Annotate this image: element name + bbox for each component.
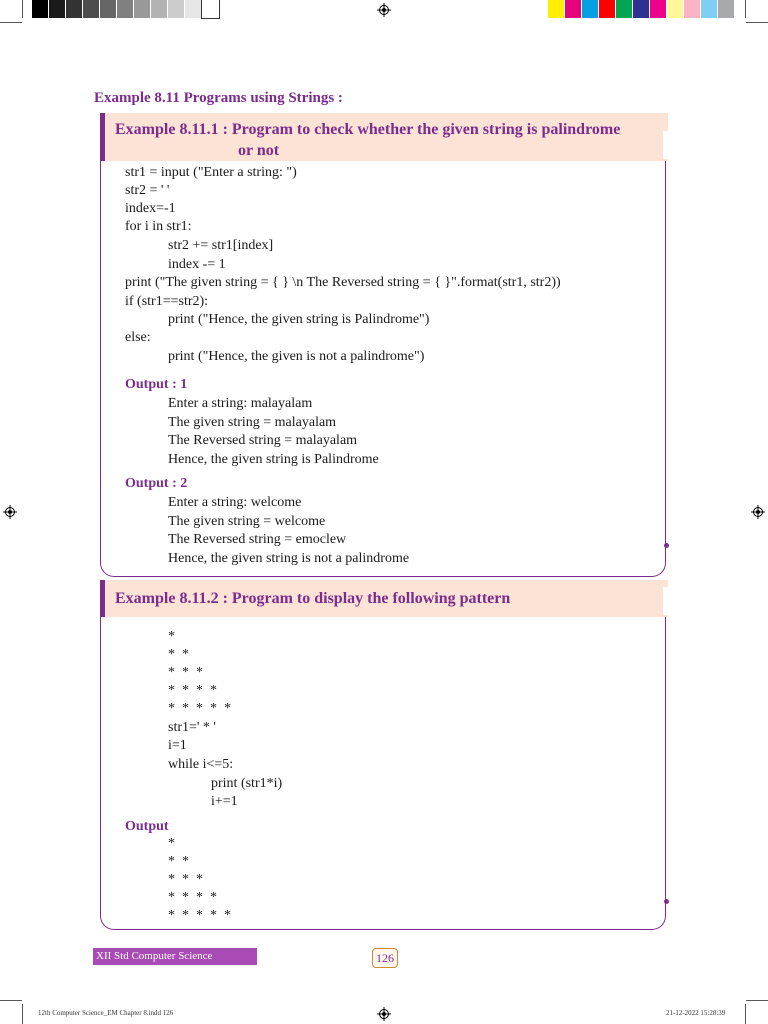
- section-heading: Example 8.11 Programs using Strings :: [94, 90, 343, 106]
- output-line: * * * * *: [168, 908, 231, 923]
- color-swatch: [718, 0, 735, 18]
- example-title-box: [100, 580, 668, 617]
- color-swatch: [202, 0, 219, 18]
- code-line: while i<=5:: [168, 757, 234, 772]
- crop-mark: [746, 22, 768, 23]
- pattern-line: * * *: [168, 665, 203, 680]
- color-swatch: [66, 0, 83, 18]
- output-line: * * * *: [168, 890, 217, 905]
- registration-mark-icon: [377, 3, 391, 17]
- code-line: str1 = input ("Enter a string: "): [125, 165, 297, 180]
- pattern-line: *: [168, 629, 175, 644]
- code-line: print ("The given string = { } \n The Reversed string = { }".format(str1, str2)): [125, 275, 561, 290]
- crop-mark: [745, 1004, 746, 1024]
- slug-file-info: 12th Computer Science_EM Chapter 8.indd 126: [38, 1009, 174, 1017]
- crop-mark: [22, 1004, 23, 1024]
- color-swatch: [633, 0, 650, 18]
- color-swatch: [701, 0, 718, 18]
- crop-mark: [0, 1000, 22, 1001]
- color-swatch: [684, 0, 701, 18]
- output-line: * * *: [168, 872, 203, 887]
- output-line: The Reversed string = emoclew: [168, 532, 347, 547]
- code-line: index=-1: [125, 201, 176, 216]
- color-swatch: [83, 0, 100, 18]
- registration-mark-icon: [751, 505, 765, 519]
- color-swatch: [100, 0, 117, 18]
- pattern-line: * *: [168, 647, 189, 662]
- output-label: Output: [125, 819, 169, 834]
- code-line: str2 += str1[index]: [168, 238, 274, 253]
- crop-mark: [746, 1000, 768, 1001]
- crop-mark: [22, 0, 23, 18]
- color-swatch: [599, 0, 616, 18]
- registration-mark-icon: [3, 505, 17, 519]
- color-swatch: [134, 0, 151, 18]
- code-line: else:: [125, 330, 151, 345]
- code-line: i+=1: [211, 794, 238, 809]
- example-title: Example 8.11.1 : Program to check whether the given string is palindrome: [115, 121, 621, 138]
- output-line: Hence, the given string is not a palindrome: [168, 551, 410, 566]
- frame-dot: [664, 543, 669, 548]
- crop-mark: [0, 22, 22, 23]
- example-title-box: [100, 113, 668, 161]
- output-line: The given string = malayalam: [168, 415, 337, 430]
- code-line: print (str1*i): [211, 776, 283, 791]
- output-line: Enter a string: malayalam: [168, 396, 313, 411]
- output-line: The Reversed string = malayalam: [168, 433, 358, 448]
- page-number: 126: [372, 948, 398, 968]
- output-label: Output : 1: [125, 377, 188, 392]
- code-line: print ("Hence, the given is not a palindrome"): [168, 349, 425, 364]
- grayscale-color-bar: [32, 0, 219, 18]
- output-line: * *: [168, 854, 189, 869]
- code-line: i=1: [168, 738, 187, 753]
- code-line: print ("Hence, the given string is Palindrome"): [168, 312, 430, 327]
- color-swatch: [548, 0, 565, 18]
- output-line: Enter a string: welcome: [168, 495, 302, 510]
- color-swatch: [582, 0, 599, 18]
- code-line: index -= 1: [168, 257, 226, 272]
- output-line: Hence, the given string is Palindrome: [168, 452, 379, 467]
- color-swatch: [32, 0, 49, 18]
- slug-timestamp: 21-12-2022 15:28:39: [666, 1009, 726, 1017]
- color-swatch: [168, 0, 185, 18]
- frame-dot: [664, 899, 669, 904]
- color-swatch: [185, 0, 202, 18]
- example-title-continuation: or not: [238, 142, 280, 159]
- example-title: Example 8.11.2 : Program to display the following pattern: [115, 590, 511, 607]
- color-swatch: [565, 0, 582, 18]
- color-swatch: [616, 0, 633, 18]
- color-swatch: [151, 0, 168, 18]
- registration-mark-icon: [377, 1007, 391, 1021]
- color-swatch: [117, 0, 134, 18]
- color-swatch: [650, 0, 667, 18]
- pattern-line: * * * * *: [168, 701, 231, 716]
- output-label: Output : 2: [125, 476, 188, 491]
- output-line: The given string = welcome: [168, 514, 326, 529]
- pattern-line: * * * *: [168, 683, 217, 698]
- crop-mark: [745, 0, 746, 18]
- code-line: for i in str1:: [125, 219, 192, 234]
- cmyk-color-bar: [548, 0, 735, 18]
- code-line: if (str1==str2):: [125, 294, 209, 309]
- code-line: str2 = ' ': [125, 183, 170, 198]
- code-line: str1=' * ': [168, 720, 216, 735]
- color-swatch: [49, 0, 66, 18]
- book-label: XII Std Computer Science: [93, 948, 257, 965]
- color-swatch: [667, 0, 684, 18]
- output-line: *: [168, 836, 175, 851]
